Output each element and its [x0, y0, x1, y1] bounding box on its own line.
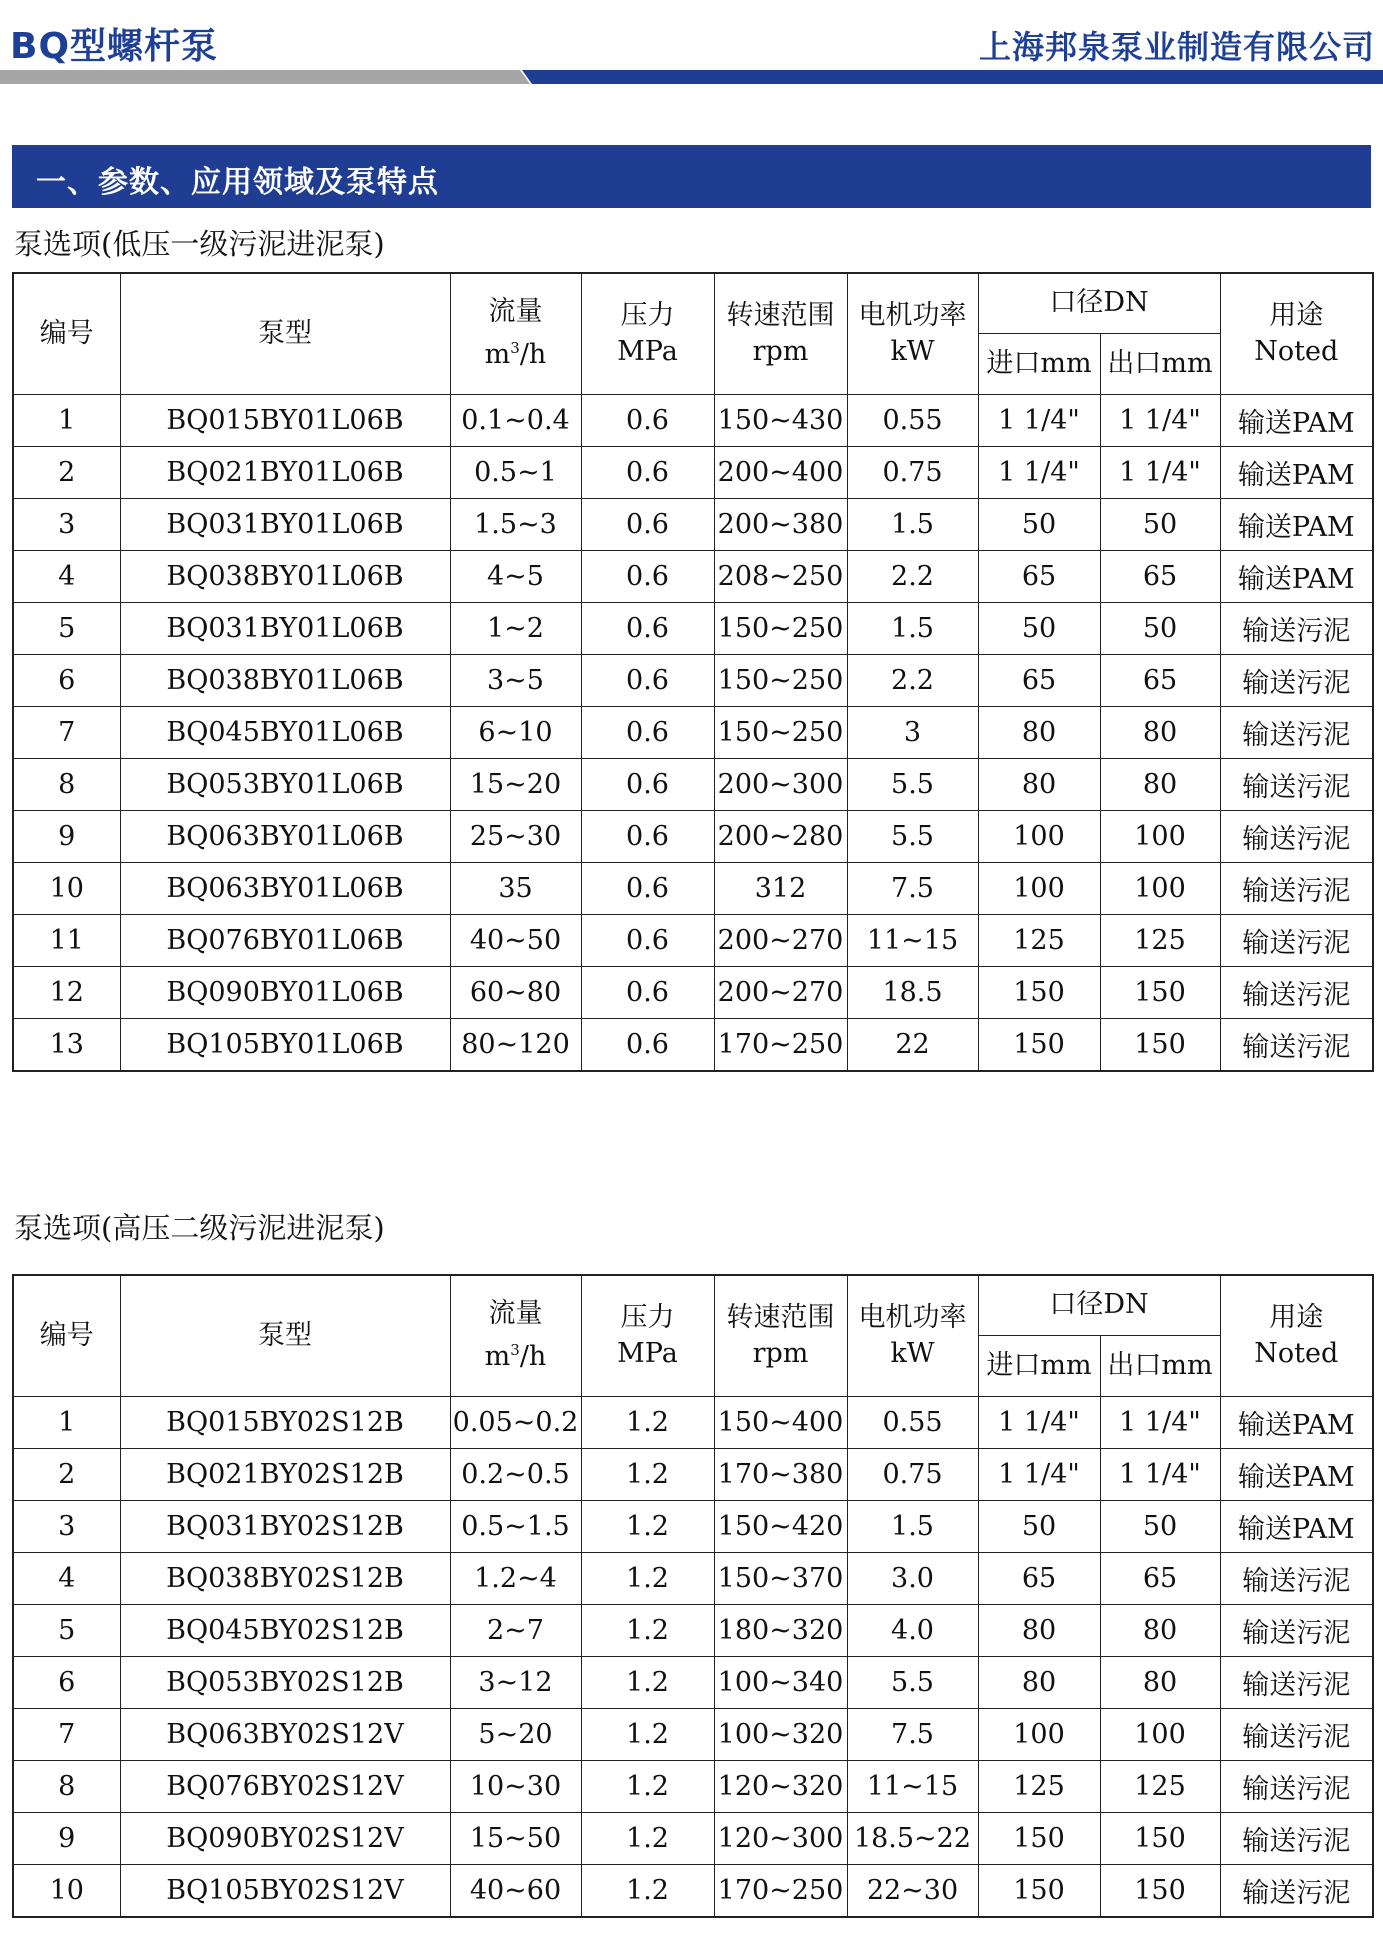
cell-usage: 输送PAM	[1220, 446, 1373, 498]
cell-usage: 输送污泥	[1220, 654, 1373, 706]
cell-model: BQ053BY01L06B	[120, 758, 450, 810]
cell-no: 9	[13, 810, 120, 862]
cell-speed: 100~320	[714, 1708, 847, 1760]
page-header	[0, 0, 1383, 90]
cell-pressure: 0.6	[581, 706, 714, 758]
cell-outlet: 125	[1100, 1760, 1220, 1812]
cell-pressure: 0.6	[581, 758, 714, 810]
cell-usage: 输送PAM	[1220, 394, 1373, 446]
cell-usage: 输送污泥	[1220, 1864, 1373, 1917]
col-header-dn: 口径DN	[978, 273, 1220, 333]
cell-inlet: 65	[978, 1552, 1100, 1604]
cell-model: BQ038BY01L06B	[120, 654, 450, 706]
cell-speed: 150~370	[714, 1552, 847, 1604]
cell-inlet: 1 1/4"	[978, 446, 1100, 498]
cell-usage: 输送污泥	[1220, 706, 1373, 758]
cell-inlet: 65	[978, 550, 1100, 602]
cell-pressure: 1.2	[581, 1760, 714, 1812]
spec-table-high-pressure	[12, 1274, 1374, 1918]
col-header-model: 泵型	[120, 273, 450, 394]
cell-usage: 输送污泥	[1220, 1552, 1373, 1604]
cell-power: 7.5	[847, 1708, 978, 1760]
cell-power: 0.75	[847, 446, 978, 498]
cell-usage: 输送PAM	[1220, 498, 1373, 550]
cell-inlet: 80	[978, 758, 1100, 810]
cell-flow: 0.1~0.4	[450, 394, 581, 446]
cell-outlet: 100	[1100, 862, 1220, 914]
table-row	[13, 1864, 1373, 1917]
cell-usage: 输送PAM	[1220, 1396, 1373, 1448]
cell-model: BQ015BY02S12B	[120, 1396, 450, 1448]
col-header-speed: 转速范围 rpm	[714, 1275, 847, 1396]
cell-usage: 输送PAM	[1220, 1448, 1373, 1500]
cell-flow: 1~2	[450, 602, 581, 654]
cell-flow: 40~60	[450, 1864, 581, 1917]
cell-speed: 150~430	[714, 394, 847, 446]
cell-flow: 10~30	[450, 1760, 581, 1812]
cell-outlet: 150	[1100, 966, 1220, 1018]
cell-outlet: 150	[1100, 1864, 1220, 1917]
table-row	[13, 1448, 1373, 1500]
cell-no: 10	[13, 1864, 120, 1917]
cell-no: 7	[13, 1708, 120, 1760]
table-row	[13, 550, 1373, 602]
cell-inlet: 150	[978, 966, 1100, 1018]
cell-power: 2.2	[847, 654, 978, 706]
cell-speed: 312	[714, 862, 847, 914]
cell-usage: 输送污泥	[1220, 758, 1373, 810]
cell-model: BQ031BY01L06B	[120, 498, 450, 550]
cell-outlet: 50	[1100, 1500, 1220, 1552]
table-row	[13, 1708, 1373, 1760]
cell-power: 3.0	[847, 1552, 978, 1604]
cell-outlet: 50	[1100, 498, 1220, 550]
cell-no: 12	[13, 966, 120, 1018]
cell-model: BQ045BY02S12B	[120, 1604, 450, 1656]
cell-no: 1	[13, 394, 120, 446]
cell-inlet: 50	[978, 602, 1100, 654]
col-header-power: 电机功率 kW	[847, 1275, 978, 1396]
cell-inlet: 80	[978, 1604, 1100, 1656]
cell-power: 1.5	[847, 1500, 978, 1552]
cell-flow: 15~50	[450, 1812, 581, 1864]
cell-no: 8	[13, 1760, 120, 1812]
cell-inlet: 1 1/4"	[978, 1396, 1100, 1448]
cell-inlet: 150	[978, 1018, 1100, 1071]
cell-no: 9	[13, 1812, 120, 1864]
cell-flow: 80~120	[450, 1018, 581, 1071]
table-row	[13, 810, 1373, 862]
cell-usage: 输送污泥	[1220, 1018, 1373, 1071]
cell-no: 5	[13, 602, 120, 654]
table-row	[13, 1552, 1373, 1604]
cell-model: BQ076BY01L06B	[120, 914, 450, 966]
table-row	[13, 1396, 1373, 1448]
cell-speed: 180~320	[714, 1604, 847, 1656]
cell-model: BQ021BY02S12B	[120, 1448, 450, 1500]
cell-outlet: 80	[1100, 706, 1220, 758]
table-row	[13, 1656, 1373, 1708]
cell-inlet: 150	[978, 1864, 1100, 1917]
col-header-inlet: 进口mm	[978, 333, 1100, 394]
cell-no: 3	[13, 498, 120, 550]
table-row	[13, 706, 1373, 758]
cell-pressure: 0.6	[581, 446, 714, 498]
cell-outlet: 80	[1100, 1656, 1220, 1708]
flow-unit: $m^3/h$	[484, 339, 547, 371]
cell-inlet: 125	[978, 1760, 1100, 1812]
cell-speed: 150~250	[714, 654, 847, 706]
cell-outlet: 1 1/4"	[1100, 394, 1220, 446]
cell-speed: 120~300	[714, 1812, 847, 1864]
cell-inlet: 125	[978, 914, 1100, 966]
cell-outlet: 65	[1100, 550, 1220, 602]
col-header-pressure: 压力 MPa	[581, 1275, 714, 1396]
cell-usage: 输送污泥	[1220, 1604, 1373, 1656]
cell-no: 1	[13, 1396, 120, 1448]
cell-pressure: 0.6	[581, 914, 714, 966]
table-row	[13, 394, 1373, 446]
cell-power: 22~30	[847, 1864, 978, 1917]
cell-no: 10	[13, 862, 120, 914]
cell-no: 4	[13, 1552, 120, 1604]
cell-inlet: 100	[978, 810, 1100, 862]
cell-model: BQ105BY02S12V	[120, 1864, 450, 1917]
cell-outlet: 100	[1100, 1708, 1220, 1760]
cell-model: BQ105BY01L06B	[120, 1018, 450, 1071]
cell-power: 2.2	[847, 550, 978, 602]
cell-power: 7.5	[847, 862, 978, 914]
cell-power: 5.5	[847, 810, 978, 862]
cell-speed: 120~320	[714, 1760, 847, 1812]
cell-flow: 3~12	[450, 1656, 581, 1708]
cell-no: 8	[13, 758, 120, 810]
cell-usage: 输送污泥	[1220, 1708, 1373, 1760]
brand-title: BQ型螺杆泵	[10, 26, 219, 67]
col-header-speed: 转速范围 rpm	[714, 273, 847, 394]
cell-speed: 200~300	[714, 758, 847, 810]
table-row	[13, 602, 1373, 654]
cell-flow: 15~20	[450, 758, 581, 810]
cell-no: 5	[13, 1604, 120, 1656]
cell-power: 5.5	[847, 1656, 978, 1708]
cell-speed: 150~250	[714, 602, 847, 654]
cell-outlet: 80	[1100, 1604, 1220, 1656]
cell-outlet: 125	[1100, 914, 1220, 966]
cell-pressure: 1.2	[581, 1708, 714, 1760]
cell-model: BQ090BY02S12V	[120, 1812, 450, 1864]
cell-power: 0.75	[847, 1448, 978, 1500]
cell-no: 13	[13, 1018, 120, 1071]
cell-pressure: 1.2	[581, 1396, 714, 1448]
cell-pressure: 0.6	[581, 1018, 714, 1071]
cell-flow: 6~10	[450, 706, 581, 758]
cell-power: 5.5	[847, 758, 978, 810]
cell-inlet: 150	[978, 1812, 1100, 1864]
col-header-power: 电机功率 kW	[847, 273, 978, 394]
col-header-outlet: 出口mm	[1100, 1335, 1220, 1396]
cell-model: BQ045BY01L06B	[120, 706, 450, 758]
table-row	[13, 862, 1373, 914]
cell-inlet: 80	[978, 706, 1100, 758]
cell-usage: 输送污泥	[1220, 602, 1373, 654]
cell-flow: 3~5	[450, 654, 581, 706]
cell-usage: 输送污泥	[1220, 914, 1373, 966]
table-row	[13, 1018, 1373, 1071]
table1-caption: 泵选项(低压一级污泥进泥泵)	[14, 227, 385, 261]
col-header-dn: 口径DN	[978, 1275, 1220, 1335]
company-name: 上海邦泉泵业制造有限公司	[978, 28, 1375, 66]
cell-inlet: 100	[978, 1708, 1100, 1760]
cell-model: BQ031BY01L06B	[120, 602, 450, 654]
cell-outlet: 80	[1100, 758, 1220, 810]
cell-outlet: 1 1/4"	[1100, 1396, 1220, 1448]
cell-flow: 40~50	[450, 914, 581, 966]
cell-speed: 170~380	[714, 1448, 847, 1500]
cell-speed: 200~380	[714, 498, 847, 550]
cell-pressure: 0.6	[581, 862, 714, 914]
cell-usage: 输送污泥	[1220, 1656, 1373, 1708]
cell-inlet: 1 1/4"	[978, 394, 1100, 446]
cell-flow: 5~20	[450, 1708, 581, 1760]
cell-power: 0.55	[847, 1396, 978, 1448]
cell-usage: 输送污泥	[1220, 862, 1373, 914]
cell-pressure: 0.6	[581, 498, 714, 550]
cell-pressure: 1.2	[581, 1864, 714, 1917]
cell-flow: 2~7	[450, 1604, 581, 1656]
cell-inlet: 100	[978, 862, 1100, 914]
table-row	[13, 1812, 1373, 1864]
col-header-model: 泵型	[120, 1275, 450, 1396]
cell-no: 4	[13, 550, 120, 602]
header-stripe-bar	[0, 70, 1383, 84]
cell-model: BQ063BY02S12V	[120, 1708, 450, 1760]
cell-model: BQ063BY01L06B	[120, 862, 450, 914]
cell-model: BQ038BY02S12B	[120, 1552, 450, 1604]
cell-model: BQ031BY02S12B	[120, 1500, 450, 1552]
cell-speed: 200~270	[714, 966, 847, 1018]
cell-power: 11~15	[847, 914, 978, 966]
table2-caption: 泵选项(高压二级污泥进泥泵)	[14, 1211, 385, 1245]
cell-no: 2	[13, 1448, 120, 1500]
cell-speed: 170~250	[714, 1864, 847, 1917]
cell-speed: 200~270	[714, 914, 847, 966]
cell-flow: 35	[450, 862, 581, 914]
cell-pressure: 1.2	[581, 1500, 714, 1552]
table-row	[13, 914, 1373, 966]
cell-pressure: 0.6	[581, 394, 714, 446]
cell-speed: 150~250	[714, 706, 847, 758]
cell-power: 18.5~22	[847, 1812, 978, 1864]
spec-table-low-pressure	[12, 272, 1374, 1072]
table-row	[13, 446, 1373, 498]
cell-outlet: 65	[1100, 1552, 1220, 1604]
cell-outlet: 150	[1100, 1018, 1220, 1071]
cell-power: 0.55	[847, 394, 978, 446]
col-header-flow	[450, 273, 581, 394]
flow-label: 流量	[488, 296, 543, 328]
col-header-inlet: 进口mm	[978, 1335, 1100, 1396]
cell-speed: 150~420	[714, 1500, 847, 1552]
cell-inlet: 65	[978, 654, 1100, 706]
cell-outlet: 50	[1100, 602, 1220, 654]
cell-no: 2	[13, 446, 120, 498]
col-header-no: 编号	[13, 273, 120, 394]
cell-flow: 60~80	[450, 966, 581, 1018]
cell-power: 18.5	[847, 966, 978, 1018]
table-row	[13, 1500, 1373, 1552]
cell-pressure: 0.6	[581, 550, 714, 602]
cell-flow: 1.5~3	[450, 498, 581, 550]
cell-pressure: 1.2	[581, 1656, 714, 1708]
col-header-usage: 用途 Noted	[1220, 273, 1373, 394]
cell-outlet: 65	[1100, 654, 1220, 706]
cell-speed: 200~400	[714, 446, 847, 498]
table-row	[13, 498, 1373, 550]
cell-speed: 208~250	[714, 550, 847, 602]
cell-pressure: 1.2	[581, 1604, 714, 1656]
cell-pressure: 0.6	[581, 810, 714, 862]
cell-power: 4.0	[847, 1604, 978, 1656]
cell-usage: 输送污泥	[1220, 1760, 1373, 1812]
cell-outlet: 150	[1100, 1812, 1220, 1864]
cell-usage: 输送污泥	[1220, 966, 1373, 1018]
section-title: 一、参数、应用领域及泵特点	[36, 165, 439, 200]
col-header-usage: 用途 Noted	[1220, 1275, 1373, 1396]
cell-model: BQ063BY01L06B	[120, 810, 450, 862]
cell-model: BQ053BY02S12B	[120, 1656, 450, 1708]
cell-pressure: 0.6	[581, 654, 714, 706]
cell-power: 1.5	[847, 498, 978, 550]
cell-model: BQ038BY01L06B	[120, 550, 450, 602]
col-header-flow: 流量 $m^3/h$	[450, 1275, 581, 1396]
table-row	[13, 966, 1373, 1018]
cell-model: BQ076BY02S12V	[120, 1760, 450, 1812]
cell-flow: 1.2~4	[450, 1552, 581, 1604]
cell-usage: 输送污泥	[1220, 810, 1373, 862]
table-row	[13, 1604, 1373, 1656]
cell-no: 11	[13, 914, 120, 966]
cell-pressure: 0.6	[581, 602, 714, 654]
cell-speed: 100~340	[714, 1656, 847, 1708]
cell-power: 1.5	[847, 602, 978, 654]
cell-pressure: 0.6	[581, 966, 714, 1018]
cell-flow: 4~5	[450, 550, 581, 602]
cell-pressure: 1.2	[581, 1448, 714, 1500]
cell-outlet: 1 1/4"	[1100, 1448, 1220, 1500]
cell-outlet: 100	[1100, 810, 1220, 862]
cell-model: BQ015BY01L06B	[120, 394, 450, 446]
cell-inlet: 1 1/4"	[978, 1448, 1100, 1500]
cell-usage: 输送污泥	[1220, 1812, 1373, 1864]
cell-flow: 25~30	[450, 810, 581, 862]
col-header-no: 编号	[13, 1275, 120, 1396]
cell-usage: 输送PAM	[1220, 550, 1373, 602]
cell-inlet: 50	[978, 498, 1100, 550]
cell-power: 11~15	[847, 1760, 978, 1812]
table-row	[13, 1760, 1373, 1812]
cell-flow: 0.05~0.2	[450, 1396, 581, 1448]
col-header-outlet: 出口mm	[1100, 333, 1220, 394]
table-row	[13, 654, 1373, 706]
cell-usage: 输送PAM	[1220, 1500, 1373, 1552]
cell-model: BQ021BY01L06B	[120, 446, 450, 498]
cell-speed: 200~280	[714, 810, 847, 862]
cell-speed: 150~400	[714, 1396, 847, 1448]
cell-power: 3	[847, 706, 978, 758]
cell-no: 3	[13, 1500, 120, 1552]
cell-inlet: 80	[978, 1656, 1100, 1708]
cell-flow: 0.2~0.5	[450, 1448, 581, 1500]
cell-inlet: 50	[978, 1500, 1100, 1552]
cell-no: 6	[13, 654, 120, 706]
cell-power: 22	[847, 1018, 978, 1071]
cell-pressure: 1.2	[581, 1812, 714, 1864]
cell-model: BQ090BY01L06B	[120, 966, 450, 1018]
section-banner	[12, 145, 1371, 208]
cell-speed: 170~250	[714, 1018, 847, 1071]
cell-pressure: 1.2	[581, 1552, 714, 1604]
cell-no: 7	[13, 706, 120, 758]
cell-flow: 0.5~1.5	[450, 1500, 581, 1552]
cell-outlet: 1 1/4"	[1100, 446, 1220, 498]
cell-no: 6	[13, 1656, 120, 1708]
table-row	[13, 758, 1373, 810]
col-header-pressure: 压力 MPa	[581, 273, 714, 394]
cell-flow: 0.5~1	[450, 446, 581, 498]
